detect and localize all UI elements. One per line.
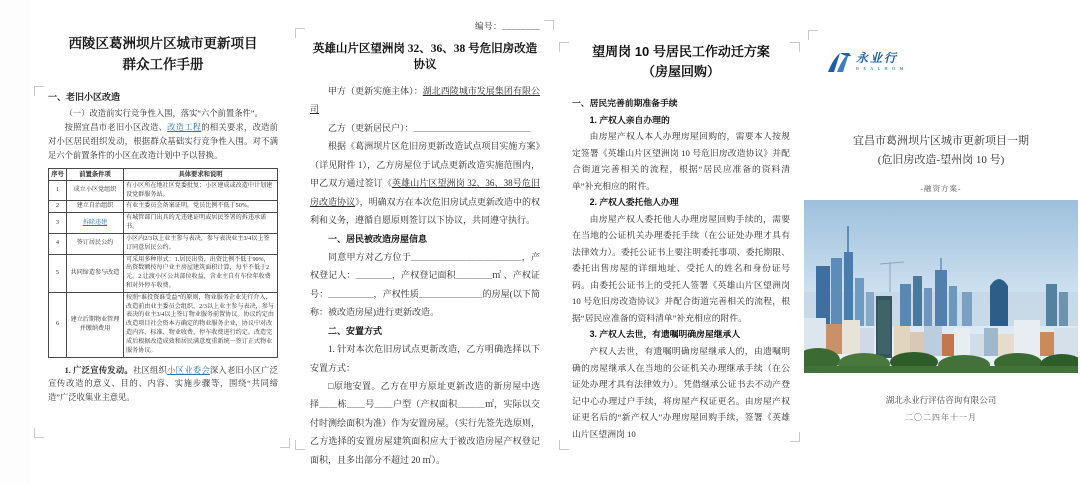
- link-text[interactable]: 小区业委会: [167, 365, 210, 375]
- cell-no: 2: [49, 201, 67, 213]
- sub-heading: 2. 产权人委托他人办理: [589, 197, 679, 208]
- party-a-line: [310, 82, 540, 119]
- intro-paragraph: [310, 137, 540, 229]
- text: 的相关要求，改造前对小区居民组织发动，根据群众基础实行竞争性入围。对不满足六个前置条件的小区在改造计划中予以替换。: [48, 122, 278, 160]
- logo-mark-icon: [826, 52, 852, 74]
- cell-item: 建立后期物业管理并缴纳费用: [67, 292, 124, 357]
- link-text[interactable]: 改造工程: [167, 122, 202, 132]
- checkbox-paragraph[interactable]: □原地安置。乙方在甲方原址更新改造的新房屋中选择＿＿栋＿＿号＿＿户型（产权面积＿＿＿㎡，实际以交付时测绘面积为准）作为安置房屋。（实行先签先选原则，乙方选择的安置房屋建筑面积应大于被改造房屋产权登记面积，且多出部分不超过 20 ㎡）。: [310, 381, 540, 465]
- text: 社区组织: [132, 365, 168, 375]
- city-skyline-image: [804, 200, 1078, 373]
- page-agreement: [292, 0, 556, 484]
- table-row: [49, 254, 278, 292]
- cover-title-block: [802, 132, 1080, 194]
- table-row: [49, 213, 278, 234]
- cell-item: 成立小区党组织: [67, 180, 124, 201]
- cell-desc: 有业主委员会备案证明，党员比例不低于50%。: [124, 201, 278, 213]
- paragraph: （一）改造前实行竞争性入围，落实“六个前置条件”。: [64, 108, 263, 118]
- cell-no: 6: [49, 292, 67, 357]
- cell-desc: 按照“谁投资谁受益”的原则，物业服务企业先行介入，改造前由业主委员会组织，2/3以上业主参与表决，参与表决的业主3/4以上签订物业服务前置协议。协议约定由改造项目社会资本方确定的物业服务企业，协议中对改造内容、标准、物业收费、停车收费进行约定。改造完成后根据改造成效和居民满意度重新统一签订正式物业服务协议。: [124, 292, 278, 357]
- margin-mark: [790, 432, 800, 442]
- page-title: [572, 42, 790, 81]
- section-heading: 一、居民被改造房屋信息: [328, 233, 428, 244]
- paragraph: 1. 针对本次危旧房试点更新改造，乙方明确选择以下安置方式：: [310, 344, 540, 373]
- cell-desc: 有小区所在地社区党委批复；小区建成或改造中计划建设党群服务站。: [124, 180, 278, 201]
- cell-item: 建立自治组织: [67, 201, 124, 213]
- cell-item: 签订居民公约: [67, 233, 124, 254]
- margin-mark: [559, 440, 569, 450]
- sub-heading: 1. 产权人亲自办理的: [589, 114, 670, 125]
- margin-mark: [544, 20, 554, 30]
- text: 根据《葛洲坝片区危旧房更新改造试点项目实施方案》（详见附件 1），乙方房屋位于试点更新改造实施范围内，甲乙双方通过签订《: [310, 141, 540, 189]
- margin-mark: [280, 438, 290, 448]
- page-title: 英雄山片区望洲岗 32、36、38 号危旧房改造协议: [312, 43, 538, 71]
- cover-title-line-1: 宜昌市葛洲坝片区城市更新项目一期: [853, 135, 1029, 147]
- company-logo: [826, 52, 905, 74]
- text: 按照宜昌市老旧小区改造、: [64, 122, 168, 132]
- cover-subtitle: -融资方案-: [920, 184, 962, 194]
- section-heading: 一、老旧小区改造: [48, 91, 121, 102]
- cell-desc: 可采用多种形式：1.居民出资，出资比例不低于90%，出资数额按每户业主房屋建筑面积计算，每平不低于2元。2.让渡小区公共部位收益，含业主自有车位年收费和对外停车收费。: [124, 254, 278, 292]
- col-header: 前置条件项: [67, 168, 124, 180]
- margin-mark: [808, 30, 818, 40]
- cell-no: 3: [49, 213, 67, 234]
- title-line-2: （房屋回购）: [641, 63, 720, 79]
- margin-mark: [34, 428, 44, 438]
- margin-mark: [295, 28, 305, 38]
- paragraph: 由房屋产权人委托他人办理房屋回购手续的，需要在当地的公证机关办理委托手续（在公证处办理才具有法律效力）。委托公证书上要注明委托事项、委托期限、委托出售房屋的详细地址、受托人的姓名和身份证号码。由委托公证书上的受托人签署《英雄山片区望洲岗 10 号危旧房改造协议》并配合街道完善相关的流程，根据“居民应准备的资料清单”补充相应的附件。: [572, 213, 790, 323]
- party-a-value: 湖北西陵城市发展集团有限公司: [310, 86, 540, 115]
- col-header: 具体要求和说明: [124, 168, 278, 180]
- margin-mark: [295, 440, 305, 450]
- section-heading: 一、居民完善前期准备手续: [572, 98, 678, 108]
- table-row: [49, 292, 278, 357]
- serial-number: 编号：________: [474, 21, 540, 31]
- cell-no: 5: [49, 254, 67, 292]
- page-title: [48, 34, 278, 76]
- table-row: [49, 201, 278, 213]
- page-relocation-plan: [556, 0, 802, 484]
- text: 》，明确双方在本次危旧房试点更新改造中的权利和义务，遵循自愿原则签订以下协议，共同遵守执行。: [310, 196, 540, 226]
- party-b-line: [310, 119, 540, 137]
- page-handbook: [30, 0, 292, 484]
- title-line-1: 望周岗 10 号居民工作动迁方案: [592, 44, 770, 59]
- cell-no: 4: [49, 233, 67, 254]
- agreement-title-ref: 英雄山片区望洲岗 32、36、38号危旧房改造协议: [310, 178, 540, 207]
- table-row: [49, 233, 278, 254]
- company-name: 湖北永业行评估咨询有限公司: [885, 395, 997, 405]
- party-b-label: 乙方（更新居民户）：: [328, 122, 414, 133]
- margin-mark: [559, 42, 569, 52]
- table-header-row: [49, 168, 278, 180]
- page-cover: [802, 0, 1080, 484]
- logo-text: 永业行: [856, 51, 899, 65]
- cell-no: 1: [49, 180, 67, 201]
- logo-subtext: R E A L H O M: [856, 66, 906, 71]
- paragraph: [48, 121, 278, 163]
- section-heading: 二、安置方式: [328, 325, 383, 336]
- footer-paragraph: [48, 364, 278, 404]
- paragraph: 产权人去世，有遗嘱明确房屋继承人的，由遗嘱明确的房屋继承人在当地的公证机关办理继承手续（在公证处办理才具有法律效力）。凭借继承公证书去不动产登记中心办理过户手续，将房屋产权证更名。由房屋产权证更名后的“新产权人”办理房屋回购手续，签署《英雄山片区望洲岗 10: [572, 345, 790, 439]
- margin-mark: [790, 42, 800, 52]
- bold-lead: 1. 广泛宣传发动。: [64, 365, 133, 375]
- cell-desc: 有城管部门出具的无违建证明或居民签署的拆违承诺书。: [124, 213, 278, 234]
- margin-mark: [34, 86, 44, 96]
- party-b-blank: ＿＿＿＿＿＿＿＿＿＿＿＿＿: [413, 122, 531, 133]
- cell-item: 共同缔造参与改造: [67, 254, 124, 292]
- title-line-2: 群众工作手册: [122, 56, 204, 72]
- title-line-1: 西陵区葛洲坝片区城市更新项目: [68, 36, 258, 51]
- party-a-label: 甲方（更新实施主体）：: [328, 86, 423, 96]
- paragraph: 由房屋产权人本人办理房屋回购的，需要本人按规定签署《英雄山片区望洲岗 10 号危旧房改造协议》并配合街道完善相关的流程，根据“居民应准备的资料清单”补充相应的附件。: [572, 131, 790, 191]
- table-row: [49, 180, 278, 201]
- preconditions-table: [48, 168, 278, 358]
- cell-desc: 小区内2/3以上业主参与表决，参与表决业主3/4以上签订同意居民公约。: [124, 233, 278, 254]
- sub-heading: 3. 产权人去世，有遗嘱明确房屋继承人: [589, 329, 741, 340]
- paragraph: 同意甲方对乙方位于＿＿＿＿＿＿＿＿＿＿＿＿，产权登记人：＿＿＿＿，产权登记面积＿＿＿＿㎡ 、产权证号：＿＿＿＿＿，产权性质＿＿＿＿＿＿＿的房屋(以下简称：被改造房屋)进行更新改造。: [310, 251, 540, 318]
- col-header: 序号: [49, 168, 67, 180]
- cover-date: 二〇二四年十一月: [905, 413, 977, 422]
- text: 深入老旧小区广泛宣传改造的意义、目的、内容、实施步骤等，围绕“共同缔造”广泛收集业主意见。: [48, 365, 278, 402]
- cell-item-link[interactable]: 拆除违建: [67, 213, 124, 234]
- cover-title-line-2: (危旧房改造-望州岗 10 号): [877, 153, 1005, 166]
